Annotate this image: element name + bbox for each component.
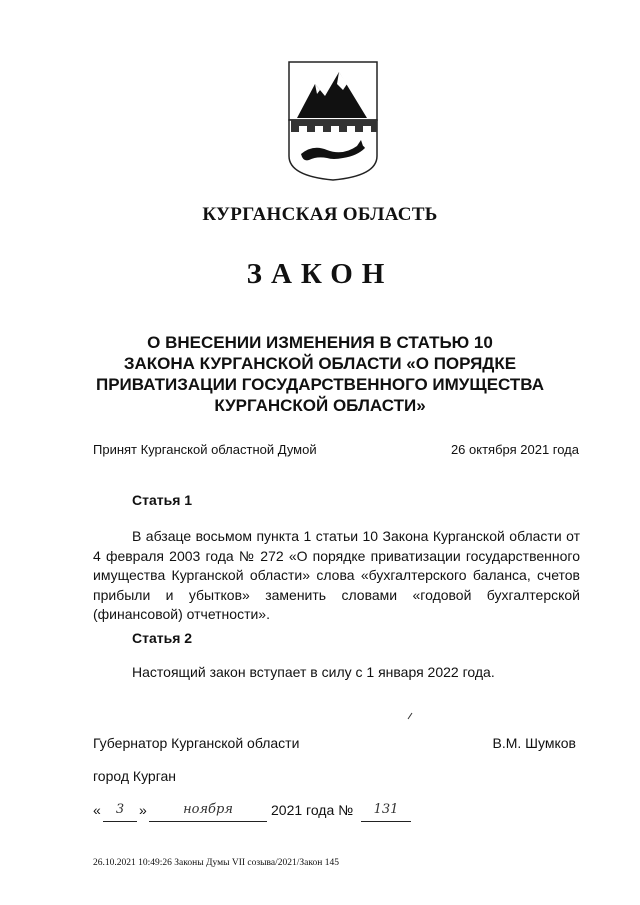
article-1-text: В абзаце восьмом пункта 1 статьи 10 Закона Курганской области от 4 февраля 2003 года № 272 «О порядке приватизации государственного имущества Курганской области» слова «бухгалтерского баланса, счетов прибыли и убытков» заменить словами «годовой бухгалтерской (финансовой) отчетности». (93, 528, 580, 622)
law-title-line: КУРГАНСКОЙ ОБЛАСТИ» (214, 396, 426, 415)
month-field: ноября (149, 802, 267, 822)
adoption-date: 26 октября 2021 года (450, 442, 579, 457)
law-title-line: ПРИВАТИЗАЦИИ ГОСУДАРСТВЕННОГО ИМУЩЕСТВА (95, 375, 544, 394)
law-title-line: ЗАКОНА КУРГАНСКОЙ ОБЛАСТИ «О ПОРЯДКЕ (123, 354, 517, 373)
year-and-number-label: 2021 года № (271, 802, 354, 818)
article-1-heading: Статья 1 (132, 492, 193, 508)
governor-name: В.М. Шумков (492, 735, 576, 751)
close-quote: » (139, 802, 147, 818)
region-name: КУРГАНСКАЯ ОБЛАСТЬ (202, 204, 438, 225)
open-quote: « (93, 802, 101, 818)
law-number-field: 131 (361, 802, 411, 822)
pen-mark (406, 712, 414, 720)
adopted-by: Принят Курганской областной Думой (93, 442, 317, 457)
date-number-line (93, 802, 513, 826)
law-title-line: О ВНЕСЕНИИ ИЗМЕНЕНИЯ В СТАТЬЮ 10 (147, 333, 493, 352)
city: город Курган (93, 768, 177, 784)
footer-stamp: 26.10.2021 10:49:26 Законы Думы VII созыва/2021/Закон 145 (93, 858, 339, 868)
day-field: 3 (103, 802, 137, 822)
article-2-text: Настоящий закон вступает в силу с 1 января 2022 года. (132, 664, 495, 680)
governor-title: Губернатор Курганской области (93, 735, 300, 751)
kurgan-coat-of-arms-icon (287, 60, 381, 182)
document-type: ЗАКОН (246, 258, 394, 290)
article-2-heading: Статья 2 (132, 630, 193, 646)
law-title (60, 332, 580, 416)
